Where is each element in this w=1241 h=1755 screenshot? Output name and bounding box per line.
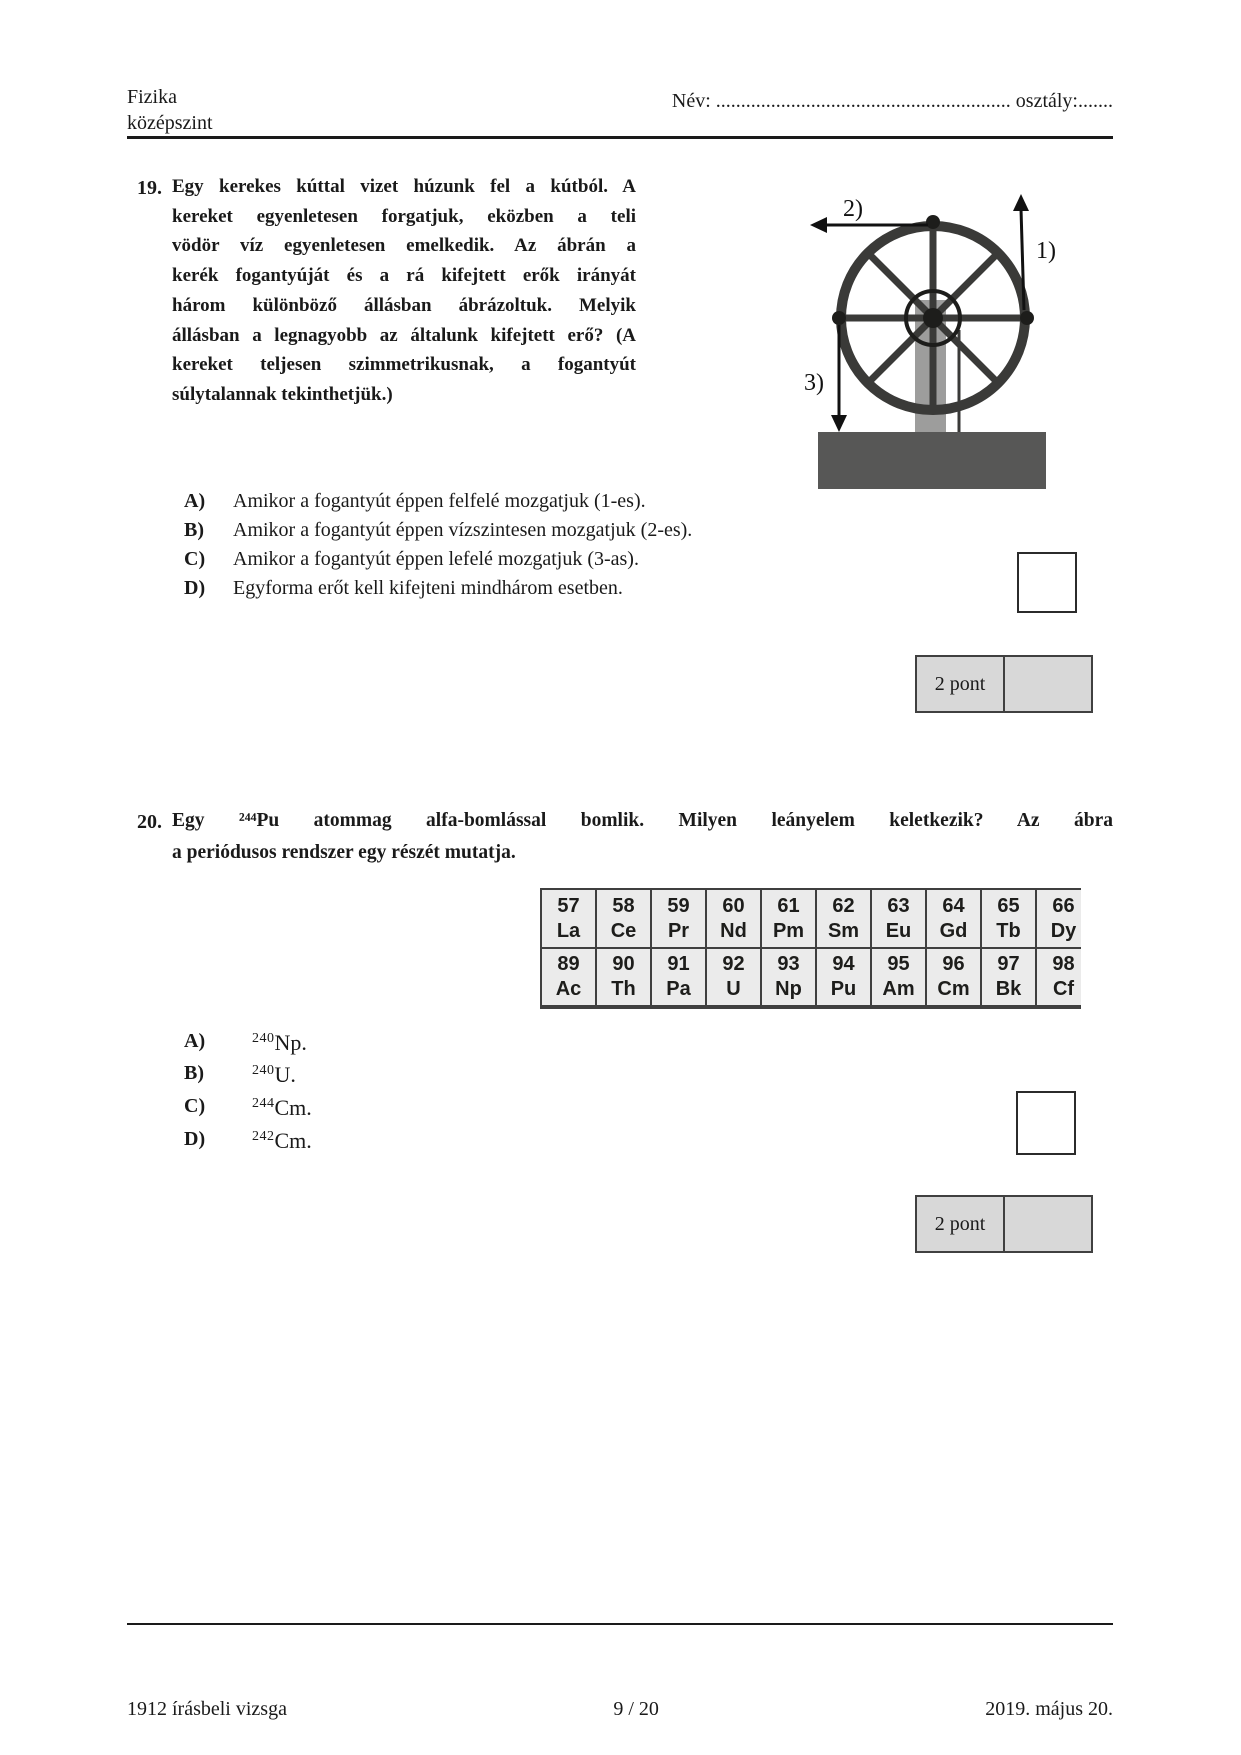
q20-number: 20.: [137, 811, 162, 833]
q19-line: kereket teljesen szimmetrikusnak, a fogantyút: [172, 354, 636, 376]
ptable-cell: [762, 949, 815, 1005]
footer: [127, 1698, 1113, 1721]
element-symbol: U: [726, 978, 741, 1000]
option-text: Amikor a fogantyút éppen lefelé mozgatjuk (3-as).: [233, 548, 639, 570]
ptable-cell: [542, 890, 595, 947]
handle-dot-top: [926, 215, 940, 229]
handle-dot-right: [1020, 311, 1034, 325]
option-letter: A): [184, 1030, 206, 1052]
ptable-cell: [597, 949, 650, 1005]
footer-exam-code: 1912 írásbeli vizsga: [127, 1698, 287, 1720]
element-number: 59: [667, 894, 690, 917]
element-symbol: Eu: [885, 919, 912, 942]
element-symbol: Ce: [610, 919, 637, 942]
element-number: 58: [612, 894, 635, 917]
ptable-cell: [652, 890, 705, 947]
mass-number: 242: [252, 1129, 275, 1144]
element-symbol: Dy: [1050, 919, 1077, 942]
element-number: 96: [942, 953, 965, 975]
option-letter: C): [184, 1095, 206, 1117]
element-symbol: Cm: [937, 978, 970, 1000]
option-letter: B): [184, 519, 204, 541]
element-symbol: Pa: [666, 978, 691, 1000]
ptable-cell: [762, 890, 815, 947]
element-name: Cm.: [274, 1128, 312, 1153]
ptable-cell: [927, 890, 980, 947]
element-symbol: Gd: [939, 919, 968, 942]
q20-line: a periódusos rendszer egy részét mutatja.: [172, 842, 516, 863]
element-symbol: Pm: [772, 919, 805, 942]
option-text: Amikor a fogantyút éppen vízszintesen mozgatjuk (2-es).: [233, 519, 693, 541]
points-score-cell: [1005, 1197, 1091, 1251]
q20-points-box: [915, 1195, 1093, 1253]
element-number: 92: [722, 953, 745, 975]
ptable-cell: [1037, 949, 1081, 1005]
q19-answer-box: [1017, 552, 1077, 613]
ptable-cell: [872, 890, 925, 947]
header-level: középszint: [127, 112, 213, 134]
element-number: 90: [612, 953, 635, 975]
ptable-cell: [817, 890, 870, 947]
element-symbol: Pr: [667, 919, 690, 942]
footer-date: 2019. május 20.: [985, 1698, 1113, 1720]
periodic-table-fragment: [540, 888, 1081, 1009]
points-label: 2 pont: [917, 1197, 1005, 1251]
ptable-cell: [707, 949, 760, 1005]
option-letter: D): [184, 1128, 206, 1150]
ptable-cell: [542, 949, 595, 1005]
option-text: [252, 1030, 307, 1056]
q19-points-box: [915, 655, 1093, 713]
element-symbol: Cf: [1052, 978, 1075, 1000]
element-number: 98: [1052, 953, 1075, 975]
ptable-cell: [872, 949, 925, 1005]
q19-line: vödör víz egyenletesen emelkedik. Az ábrán a: [172, 235, 636, 257]
q19-question-text: [172, 172, 636, 410]
q20-line: Egy ²⁴⁴Pu atommag alfa-bomlással bomlik. Milyen leányelem keletkezik? Az ábra: [172, 810, 1113, 831]
handle-dot-left: [832, 311, 846, 325]
wheel-axle-dot: [923, 308, 943, 328]
header-rule: [127, 136, 1113, 139]
ptable-cell: [597, 890, 650, 947]
element-symbol: Pu: [830, 978, 857, 1000]
element-symbol: Tb: [996, 919, 1021, 942]
element-number: 65: [997, 894, 1020, 917]
element-number: 94: [832, 953, 855, 975]
element-symbol: Am: [882, 978, 915, 1000]
mass-number: 240: [252, 1031, 275, 1046]
mass-number: 240: [252, 1063, 275, 1078]
q19-line: állásban a legnagyobb az általunk kifejtett erő? (A: [172, 324, 636, 346]
name-class-line: Név: ........................................................... osztály:.......: [671, 90, 1113, 112]
element-symbol: La: [556, 919, 581, 942]
element-number: 95: [887, 953, 910, 975]
element-number: 61: [777, 894, 800, 917]
ptable-cell: [982, 890, 1035, 947]
element-number: 93: [777, 953, 800, 975]
element-number: 60: [722, 894, 745, 917]
element-number: 62: [832, 894, 855, 917]
element-symbol: Ac: [555, 978, 582, 1000]
q19-line: súlytalannak tekinthetjük.): [172, 383, 393, 405]
element-name: U.: [274, 1062, 296, 1087]
header-subject: Fizika: [127, 86, 177, 108]
element-symbol: Bk: [995, 978, 1022, 1000]
element-number: 89: [557, 953, 580, 975]
element-number: 91: [667, 953, 690, 975]
element-symbol: Nd: [720, 919, 747, 942]
footer-page-number: 9 / 20: [613, 1698, 659, 1720]
arrow-label-1: 1): [1036, 238, 1056, 264]
mass-number: 244: [252, 1096, 275, 1111]
element-number: 66: [1052, 894, 1075, 917]
header-subject-block: [127, 84, 213, 136]
well-wheel-figure: [710, 150, 1060, 500]
ptable-cell: [982, 949, 1035, 1005]
arrow-label-2: 2): [843, 196, 863, 222]
option-text: [252, 1128, 312, 1154]
ptable-cell: [1037, 890, 1081, 947]
element-symbol: Np: [775, 978, 802, 1000]
ptable-cell: [652, 949, 705, 1005]
q19-number: 19.: [137, 177, 162, 199]
option-text: Egyforma erőt kell kifejteni mindhárom esetben.: [233, 577, 623, 599]
option-letter: A): [184, 490, 206, 512]
element-number: 64: [942, 894, 965, 917]
q19-line: három különböző állásban ábrázoltuk. Melyik: [172, 294, 636, 316]
arrow-label-3: 3): [804, 370, 824, 396]
points-label: 2 pont: [917, 657, 1005, 711]
footer-rule: [127, 1623, 1113, 1625]
element-symbol: Sm: [827, 919, 860, 942]
element-name: Np.: [274, 1030, 307, 1055]
q19-line: kerék fogantyúját és a rá kifejtett erők irányát: [172, 265, 636, 287]
ptable-cell: [927, 949, 980, 1005]
element-name: Cm.: [274, 1095, 312, 1120]
element-symbol: Th: [611, 978, 636, 1000]
q19-line: kereket egyenletesen forgatjuk, eközben a teli: [172, 205, 636, 227]
option-text: [252, 1095, 312, 1121]
element-number: 57: [557, 894, 580, 917]
element-number: 63: [887, 894, 910, 917]
ptable-cell: [817, 949, 870, 1005]
ptable-cell: [707, 890, 760, 947]
option-text: Amikor a fogantyút éppen felfelé mozgatjuk (1-es).: [233, 490, 646, 512]
option-letter: C): [184, 548, 206, 570]
element-number: 97: [997, 953, 1020, 975]
q20-answer-box: [1016, 1091, 1076, 1155]
q19-line: Egy kerekes kúttal vizet húzunk fel a kútból. A: [172, 176, 636, 197]
points-score-cell: [1005, 657, 1091, 711]
option-text: [252, 1062, 296, 1088]
wheel-base: [818, 432, 1046, 489]
option-letter: B): [184, 1062, 204, 1084]
option-letter: D): [184, 577, 206, 599]
